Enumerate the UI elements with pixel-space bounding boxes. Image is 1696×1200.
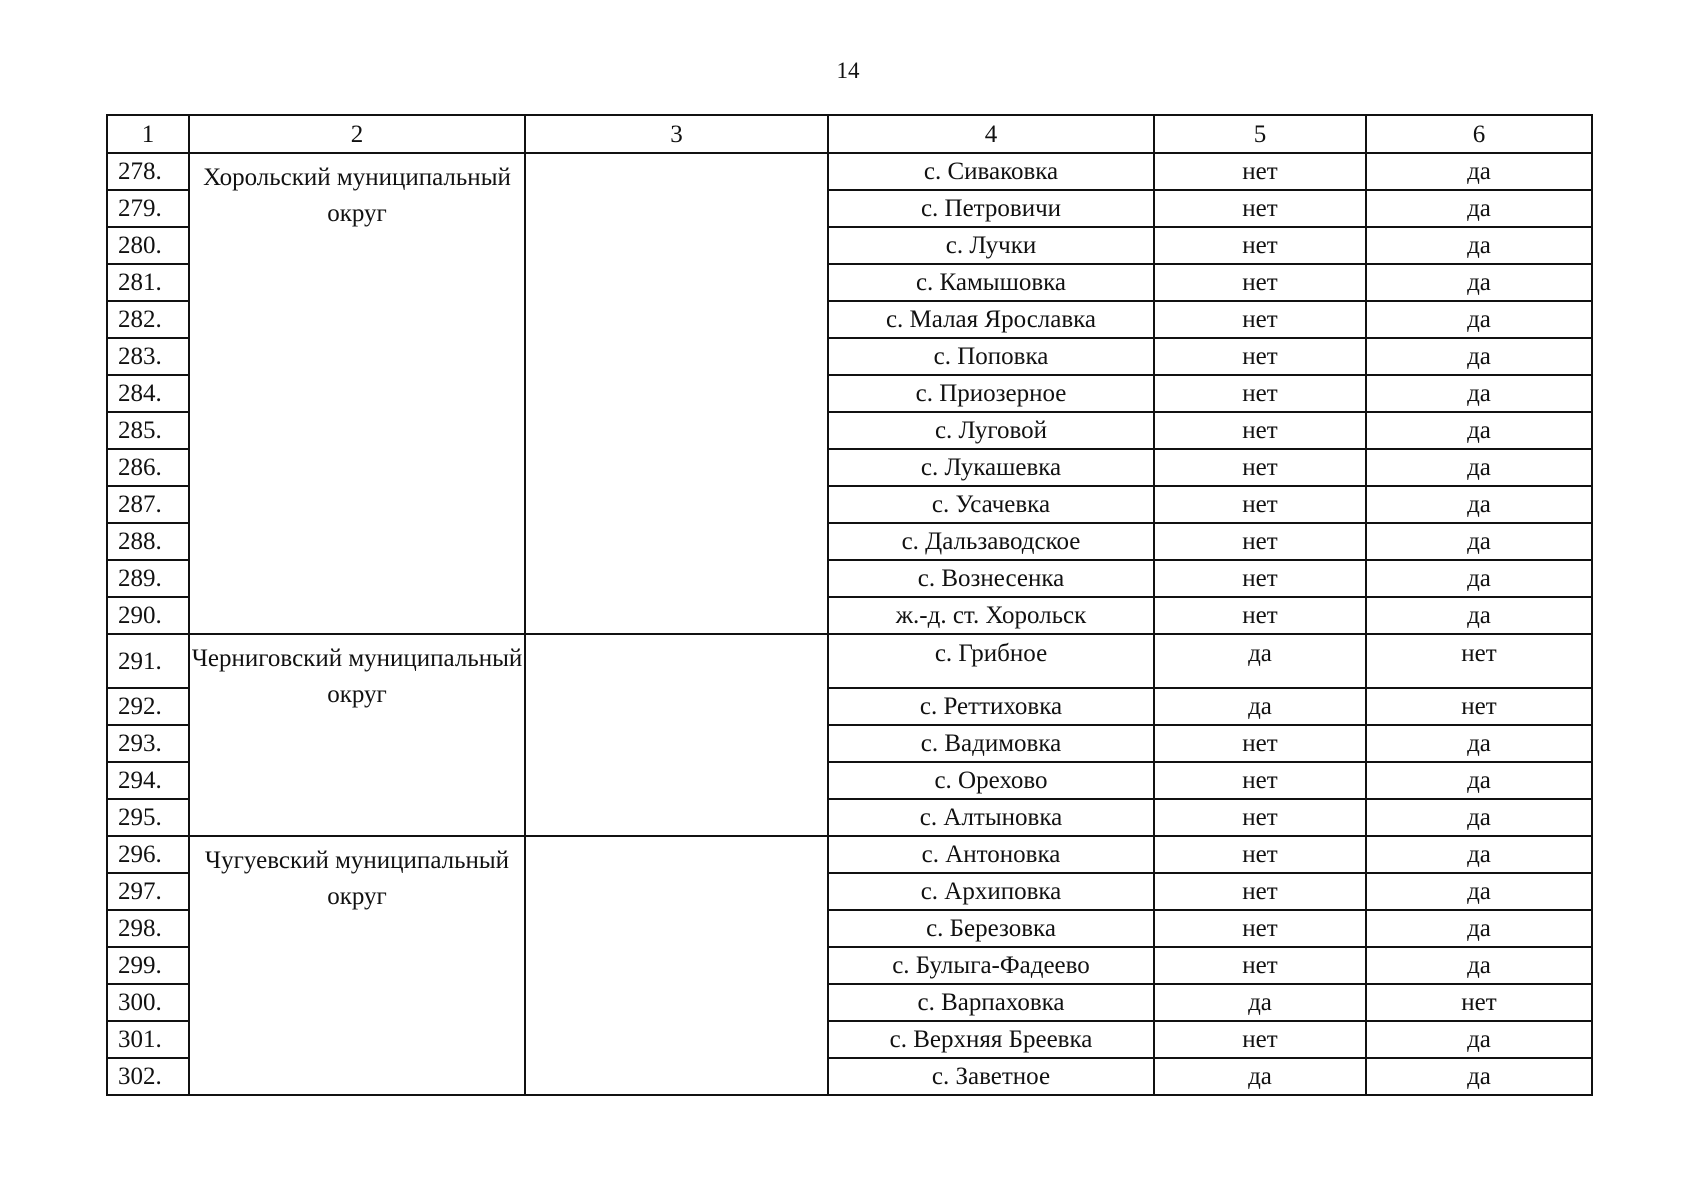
column-5-value: да	[1154, 1058, 1366, 1095]
column-6-value: да	[1366, 412, 1592, 449]
column-5-value: да	[1154, 984, 1366, 1021]
settlement-name: с. Луговой	[828, 412, 1154, 449]
column-6-value: да	[1366, 762, 1592, 799]
row-number: 281.	[107, 264, 189, 301]
column-5-value: нет	[1154, 560, 1366, 597]
row-number: 294.	[107, 762, 189, 799]
column-6-value: нет	[1366, 634, 1592, 688]
row-number: 280.	[107, 227, 189, 264]
settlement-name: с. Лучки	[828, 227, 1154, 264]
settlement-name: ж.-д. ст. Хорольск	[828, 597, 1154, 634]
settlement-name: с. Камышовка	[828, 264, 1154, 301]
column-5-value: нет	[1154, 762, 1366, 799]
settlement-name: с. Грибное	[828, 634, 1154, 688]
column-5-value: нет	[1154, 190, 1366, 227]
row-number: 292.	[107, 688, 189, 725]
row-number: 283.	[107, 338, 189, 375]
settlement-name: с. Малая Ярославка	[828, 301, 1154, 338]
column-6-value: да	[1366, 338, 1592, 375]
column-5-value: нет	[1154, 412, 1366, 449]
settlement-name: с. Варпаховка	[828, 984, 1154, 1021]
column-6-value: да	[1366, 1021, 1592, 1058]
settlement-name: с. Заветное	[828, 1058, 1154, 1095]
column-5-value: нет	[1154, 1021, 1366, 1058]
row-number: 297.	[107, 873, 189, 910]
settlement-name: с. Антоновка	[828, 836, 1154, 873]
settlement-name: с. Булыга-Фадеево	[828, 947, 1154, 984]
row-number: 287.	[107, 486, 189, 523]
settlement-name: с. Усачевка	[828, 486, 1154, 523]
column-6-value: да	[1366, 873, 1592, 910]
column-header: 4	[828, 115, 1154, 153]
settlement-name: с. Верхняя Бреевка	[828, 1021, 1154, 1058]
column-5-value: нет	[1154, 301, 1366, 338]
column-6-value: да	[1366, 227, 1592, 264]
row-number: 288.	[107, 523, 189, 560]
column-5-value: нет	[1154, 597, 1366, 634]
table-row	[107, 153, 1592, 190]
row-number: 293.	[107, 725, 189, 762]
column-5-value: нет	[1154, 799, 1366, 836]
column-5-value: нет	[1154, 947, 1366, 984]
column-header: 2	[189, 115, 525, 153]
row-number: 279.	[107, 190, 189, 227]
column-6-value: да	[1366, 836, 1592, 873]
settlement-name: с. Березовка	[828, 910, 1154, 947]
column-3-cell	[525, 153, 828, 634]
column-header: 6	[1366, 115, 1592, 153]
settlement-name: с. Реттиховка	[828, 688, 1154, 725]
settlement-name: с. Вознесенка	[828, 560, 1154, 597]
column-6-value: да	[1366, 1058, 1592, 1095]
column-6-value: да	[1366, 947, 1592, 984]
column-5-value: нет	[1154, 264, 1366, 301]
column-5-value: нет	[1154, 873, 1366, 910]
column-6-value: да	[1366, 375, 1592, 412]
row-number: 299.	[107, 947, 189, 984]
row-number: 300.	[107, 984, 189, 1021]
settlement-name: с. Лукашевка	[828, 449, 1154, 486]
column-5-value: нет	[1154, 910, 1366, 947]
settlement-name: с. Архиповка	[828, 873, 1154, 910]
column-header: 3	[525, 115, 828, 153]
row-number: 286.	[107, 449, 189, 486]
table-header-row	[107, 115, 1592, 153]
settlement-name: с. Приозерное	[828, 375, 1154, 412]
column-5-value: нет	[1154, 486, 1366, 523]
settlement-name: с. Поповка	[828, 338, 1154, 375]
column-6-value: да	[1366, 301, 1592, 338]
column-6-value: да	[1366, 799, 1592, 836]
table-row	[107, 634, 1592, 688]
row-number: 282.	[107, 301, 189, 338]
column-5-value: да	[1154, 634, 1366, 688]
column-6-value: да	[1366, 264, 1592, 301]
page-number: 14	[836, 58, 860, 83]
column-3-cell	[525, 836, 828, 1095]
district-name: Хорольский муниципальный округ	[189, 153, 525, 634]
column-6-value: да	[1366, 597, 1592, 634]
column-5-value: нет	[1154, 338, 1366, 375]
district-name: Чугуевский муниципальный округ	[189, 836, 525, 1095]
settlement-name: с. Алтыновка	[828, 799, 1154, 836]
row-number: 284.	[107, 375, 189, 412]
row-number: 302.	[107, 1058, 189, 1095]
column-6-value: да	[1366, 910, 1592, 947]
settlement-name: с. Дальзаводское	[828, 523, 1154, 560]
row-number: 295.	[107, 799, 189, 836]
row-number: 291.	[107, 634, 189, 688]
column-5-value: да	[1154, 688, 1366, 725]
settlement-name: с. Орехово	[828, 762, 1154, 799]
row-number: 290.	[107, 597, 189, 634]
column-5-value: нет	[1154, 375, 1366, 412]
column-6-value: да	[1366, 153, 1592, 190]
column-6-value: да	[1366, 190, 1592, 227]
settlement-name: с. Вадимовка	[828, 725, 1154, 762]
column-6-value: нет	[1366, 984, 1592, 1021]
column-3-cell	[525, 634, 828, 836]
row-number: 278.	[107, 153, 189, 190]
row-number: 298.	[107, 910, 189, 947]
column-6-value: да	[1366, 523, 1592, 560]
row-number: 301.	[107, 1021, 189, 1058]
column-6-value: да	[1366, 486, 1592, 523]
table-row	[107, 836, 1592, 873]
column-5-value: нет	[1154, 523, 1366, 560]
row-number: 296.	[107, 836, 189, 873]
row-number: 289.	[107, 560, 189, 597]
column-5-value: нет	[1154, 836, 1366, 873]
column-6-value: да	[1366, 449, 1592, 486]
column-6-value: да	[1366, 560, 1592, 597]
column-5-value: нет	[1154, 153, 1366, 190]
column-header: 1	[107, 115, 189, 153]
district-name: Черниговский муниципальный округ	[189, 634, 525, 836]
settlement-name: с. Петровичи	[828, 190, 1154, 227]
settlements-table	[106, 114, 1593, 1096]
column-5-value: нет	[1154, 227, 1366, 264]
settlement-name: с. Сиваковка	[828, 153, 1154, 190]
column-6-value: нет	[1366, 688, 1592, 725]
column-5-value: нет	[1154, 449, 1366, 486]
column-6-value: да	[1366, 725, 1592, 762]
row-number: 285.	[107, 412, 189, 449]
column-header: 5	[1154, 115, 1366, 153]
column-5-value: нет	[1154, 725, 1366, 762]
